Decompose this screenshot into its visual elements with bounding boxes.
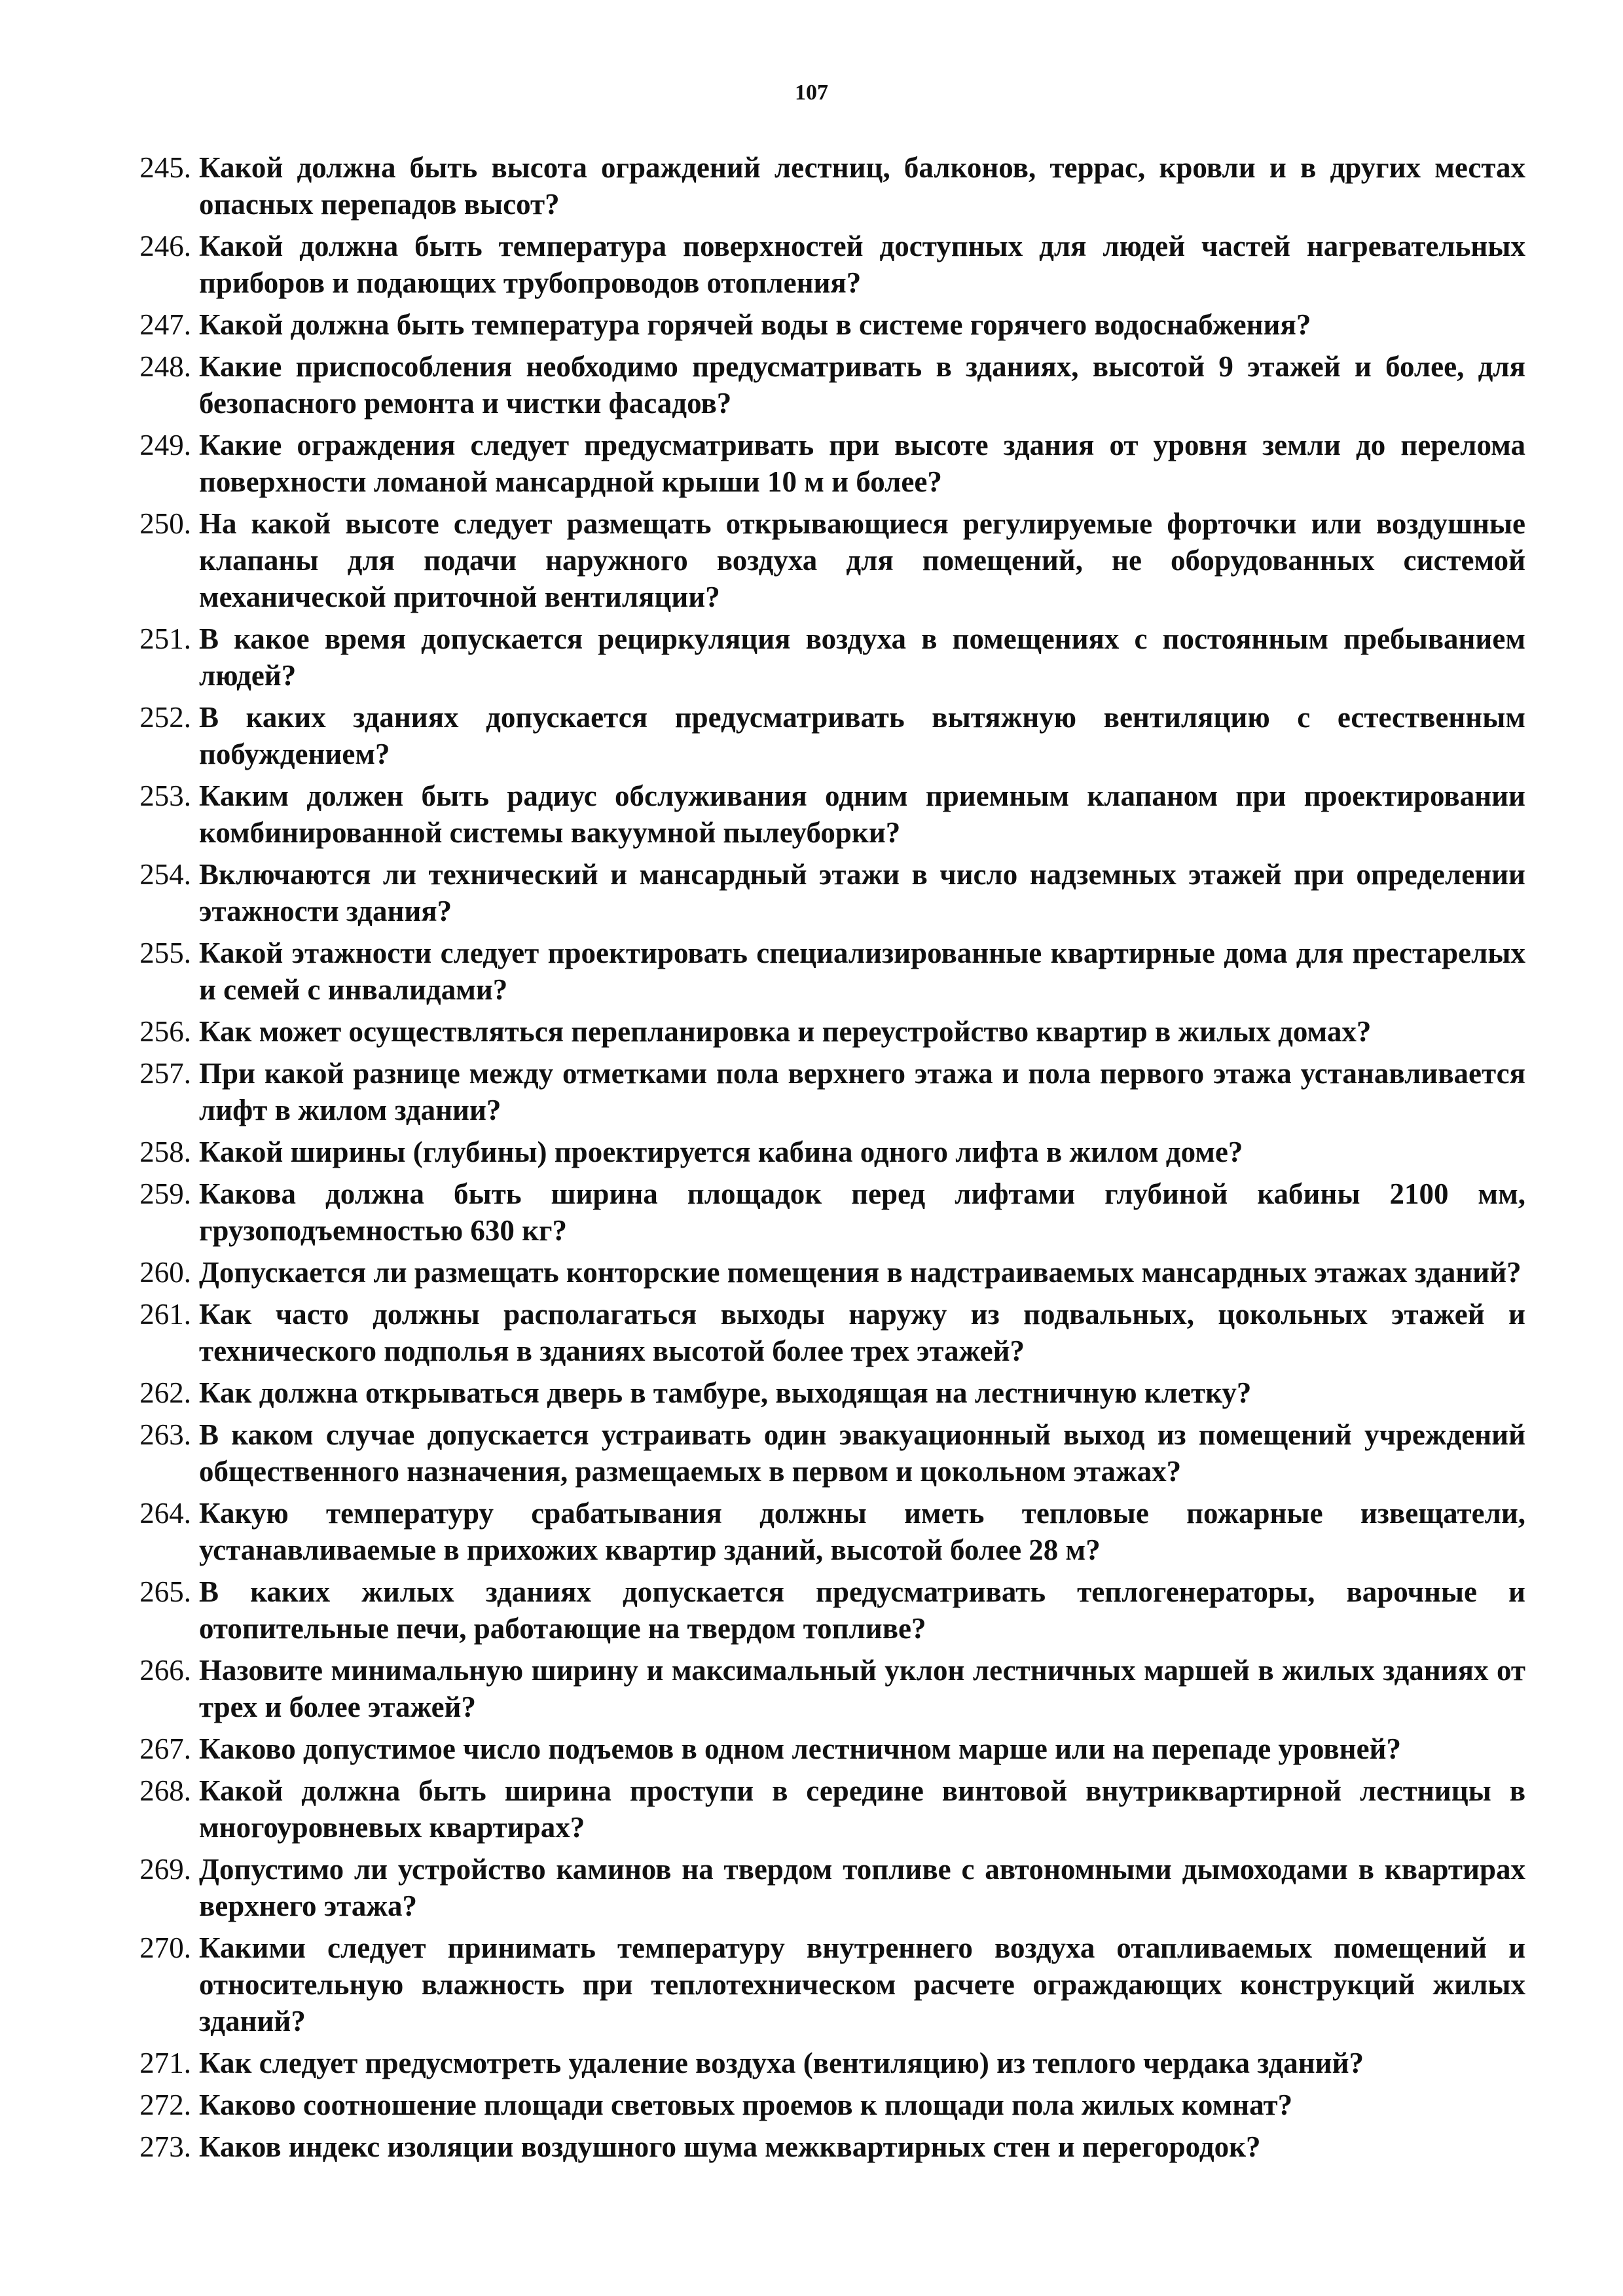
- question-item: [0, 620, 1623, 694]
- question-text: Каков индекс изоляции воздушного шума межквартирных стен и перегородок?: [199, 2130, 1261, 2163]
- question-item: [0, 228, 1623, 301]
- question-number: 264.: [139, 1497, 191, 1530]
- question-item: [0, 2045, 1623, 2081]
- question-text: Какие ограждения следует предусматривать при высоте здания от уровня земли до перелома поверхности ломаной мансардной крыши 10 м и более?: [199, 429, 1525, 498]
- question-item: [0, 778, 1623, 851]
- question-number: 253.: [139, 780, 191, 812]
- question-item: [0, 2087, 1623, 2123]
- question-text: При какой разнице между отметками пола верхнего этажа и пола первого этажа устанавливается лифт в жилом здании?: [199, 1057, 1525, 1126]
- question-number: 254.: [139, 858, 191, 891]
- question-text: Включаются ли технический и мансардный этажи в число надземных этажей при определении этажности здания?: [199, 858, 1525, 927]
- question-text: В каком случае допускается устраивать один эвакуационный выход из помещений учреждений общественного назначения, размещаемых в первом и цокольном этажах?: [199, 1418, 1525, 1488]
- question-number: 247.: [139, 308, 191, 341]
- question-text: Допустимо ли устройство каминов на твердом топливе с автономными дымоходами в квартирах верхнего этажа?: [199, 1853, 1525, 1922]
- question-text: На какой высоте следует размещать открывающиеся регулируемые форточки или воздушные клапаны для подачи наружного воздуха для помещений, не оборудованных системой механической приточной вентиляции?: [199, 507, 1525, 613]
- question-number: 261.: [139, 1298, 191, 1331]
- question-text: Какой этажности следует проектировать специализированные квартирные дома для престарелых и семей с инвалидами?: [199, 937, 1525, 1006]
- page-number: 107: [795, 81, 828, 105]
- question-number: 251.: [139, 622, 191, 655]
- question-text: В какое время допускается рециркуляция воздуха в помещениях с постоянным пребыванием людей?: [199, 622, 1525, 692]
- question-item: [0, 1134, 1623, 1170]
- question-list: [0, 149, 1623, 2170]
- question-item: [0, 1772, 1623, 1846]
- question-item: [0, 1929, 1623, 2039]
- question-number: 263.: [139, 1418, 191, 1451]
- question-text: Какие приспособления необходимо предусматривать в зданиях, высотой 9 этажей и более, для безопасного ремонта и чистки фасадов?: [199, 350, 1525, 420]
- question-text: Допускается ли размещать конторские помещения в надстраиваемых мансардных этажах зданий?: [199, 1256, 1522, 1289]
- question-number: 256.: [139, 1015, 191, 1048]
- question-item: [0, 1055, 1623, 1128]
- question-text: В каких зданиях допускается предусматривать вытяжную вентиляцию с естественным побуждением?: [199, 701, 1525, 770]
- question-item: [0, 1013, 1623, 1050]
- question-number: 270.: [139, 1931, 191, 1964]
- question-number: 245.: [139, 151, 191, 184]
- question-number: 265.: [139, 1575, 191, 1608]
- question-item: [0, 149, 1623, 223]
- question-number: 255.: [139, 937, 191, 969]
- question-item: [0, 427, 1623, 500]
- question-item: [0, 505, 1623, 615]
- question-text: Какой должна быть температура горячей воды в системе горячего водоснабжения?: [199, 308, 1311, 341]
- question-number: 257.: [139, 1057, 191, 1090]
- question-item: [0, 856, 1623, 929]
- question-number: 258.: [139, 1136, 191, 1168]
- question-item: [0, 1175, 1623, 1249]
- question-number: 269.: [139, 1853, 191, 1886]
- question-number: 272.: [139, 2089, 191, 2121]
- question-text: Какую температуру срабатывания должны иметь тепловые пожарные извещатели, устанавливаемые в прихожих квартир зданий, высотой более 28 м?: [199, 1497, 1525, 1566]
- question-item: [0, 935, 1623, 1008]
- question-item: [0, 348, 1623, 422]
- question-text: В каких жилых зданиях допускается предусматривать теплогенераторы, варочные и отопительные печи, работающие на твердом топливе?: [199, 1575, 1525, 1645]
- question-number: 271.: [139, 2047, 191, 2079]
- question-text: Какой должна быть высота ограждений лестниц, балконов, террас, кровли и в других местах опасных перепадов высот?: [199, 151, 1525, 221]
- question-number: 267.: [139, 1732, 191, 1765]
- question-item: [0, 699, 1623, 772]
- question-item: [0, 1254, 1623, 1291]
- question-text: Каким должен быть радиус обслуживания одним приемным клапаном при проектировании комбинированной системы вакуумной пылеуборки?: [199, 780, 1525, 849]
- question-text: Какой должна быть температура поверхностей доступных для людей частей нагревательных приборов и подающих трубопроводов отопления?: [199, 230, 1525, 299]
- question-number: 262.: [139, 1376, 191, 1409]
- question-item: [0, 1495, 1623, 1568]
- question-text: Какими следует принимать температуру внутреннего воздуха отапливаемых помещений и относительную влажность при теплотехническом расчете ограждающих конструкций жилых зданий?: [199, 1931, 1525, 2037]
- question-number: 273.: [139, 2130, 191, 2163]
- question-text: Каково допустимое число подъемов в одном лестничном марше или на перепаде уровней?: [199, 1732, 1401, 1765]
- question-number: 248.: [139, 350, 191, 383]
- question-number: 246.: [139, 230, 191, 262]
- question-item: [0, 1416, 1623, 1490]
- question-number: 249.: [139, 429, 191, 461]
- question-number: 250.: [139, 507, 191, 540]
- question-text: Какова должна быть ширина площадок перед лифтами глубиной кабины 2100 мм, грузоподъемностью 630 кг?: [199, 1177, 1525, 1247]
- question-text: Каково соотношение площади световых проемов к площади пола жилых комнат?: [199, 2089, 1293, 2121]
- question-item: [0, 1851, 1623, 1924]
- question-item: [0, 1652, 1623, 1725]
- question-text: Какой должна быть ширина проступи в середине винтовой внутриквартирной лестницы в многоуровневых квартирах?: [199, 1774, 1525, 1844]
- question-text: Как должна открываться дверь в тамбуре, выходящая на лестничную клетку?: [199, 1376, 1252, 1409]
- question-item: [0, 1296, 1623, 1369]
- question-text: Как часто должны располагаться выходы наружу из подвальных, цокольных этажей и технического подполья в зданиях высотой более трех этажей?: [199, 1298, 1525, 1367]
- question-item: [0, 1374, 1623, 1411]
- question-number: 252.: [139, 701, 191, 734]
- question-item: [0, 306, 1623, 343]
- question-item: [0, 1573, 1623, 1647]
- question-number: 266.: [139, 1654, 191, 1687]
- question-item: [0, 1731, 1623, 1767]
- question-item: [0, 2128, 1623, 2165]
- question-text: Как может осуществляться перепланировка и переустройство квартир в жилых домах?: [199, 1015, 1372, 1048]
- question-text: Назовите минимальную ширину и максимальный уклон лестничных маршей в жилых зданиях от трех и более этажей?: [199, 1654, 1525, 1723]
- question-number: 268.: [139, 1774, 191, 1807]
- question-text: Как следует предусмотреть удаление воздуха (вентиляцию) из теплого чердака зданий?: [199, 2047, 1364, 2079]
- question-number: 259.: [139, 1177, 191, 1210]
- question-text: Какой ширины (глубины) проектируется кабина одного лифта в жилом доме?: [199, 1136, 1243, 1168]
- question-number: 260.: [139, 1256, 191, 1289]
